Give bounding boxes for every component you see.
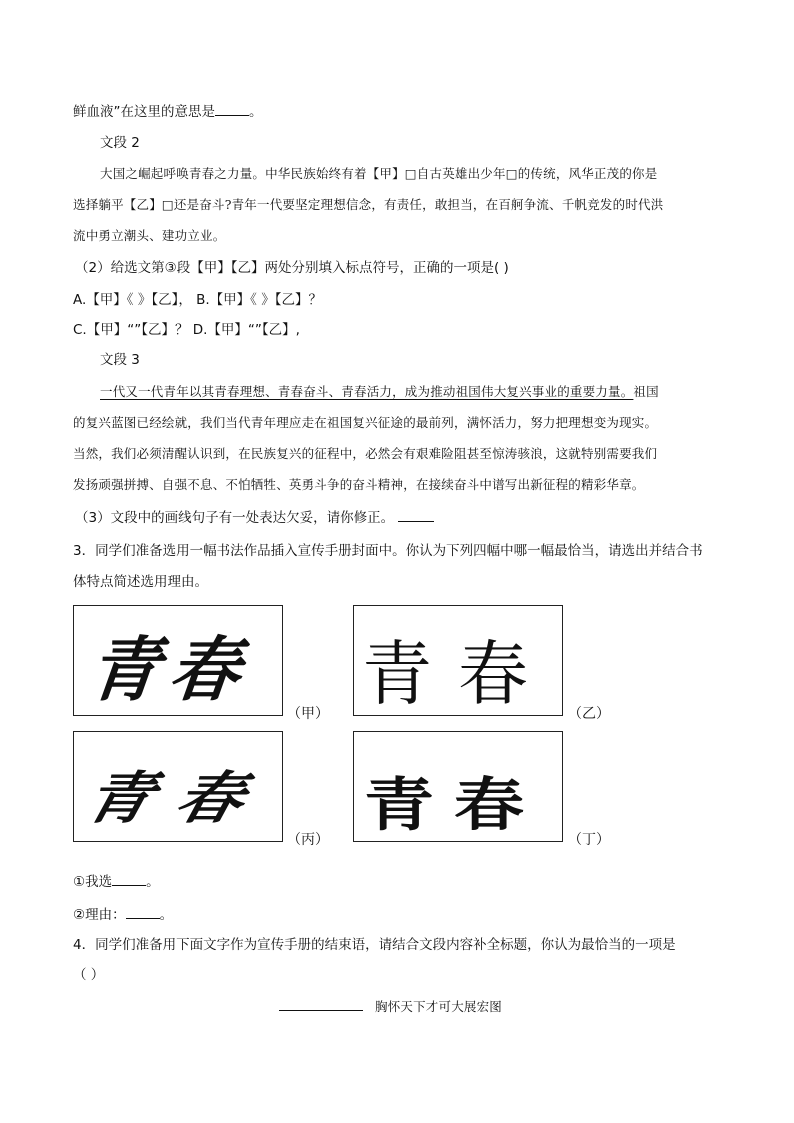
calligraphy-regular-script: 青春 xyxy=(362,633,554,715)
option-label: （丙） xyxy=(287,832,329,848)
answer-line xyxy=(73,905,173,925)
calligraphy-box-yi[interactable] xyxy=(353,605,563,716)
calligraphy-box-ding[interactable] xyxy=(353,731,563,842)
option-label: （甲） xyxy=(287,706,329,722)
paragraph-line: 当然，我们必须清醒认识到，在民族复兴的征程中，必然会有艰难险阻甚至惊涛骇浪，这就特别需要我们 xyxy=(73,446,658,461)
answer-blank[interactable] xyxy=(126,906,160,919)
calligraphy-running-script: 青春 xyxy=(85,628,254,711)
question-text: 体特点简述选用理由。 xyxy=(73,574,208,590)
text-fragment: 。 xyxy=(146,874,160,890)
answer-line xyxy=(73,872,160,892)
question-text xyxy=(75,508,434,528)
option-label: （乙） xyxy=(568,706,610,722)
calligraphy-box-bing[interactable] xyxy=(73,731,283,842)
calligraphy-cursive-script: 青春 xyxy=(78,765,276,832)
paragraph-line: 发扬顽强拼搏、自强不息、不怕牺牲、英勇斗争的奋斗精神，在接续奋斗中谱写出新征程的精彩华章。 xyxy=(73,477,645,492)
question-text: （ ） xyxy=(73,967,105,983)
question-text: 4．同学们准备用下面文字作为宣传手册的结束语，请结合文段内容补全标题，你认为最恰当的一项是 xyxy=(73,937,676,953)
question-text: （2）给选文第③段【甲】【乙】两处分别填入标点符号，正确的一项是( ) xyxy=(75,260,509,276)
title-blank[interactable] xyxy=(279,998,363,1011)
paragraph-line: 大国之崛起呼唤青春之力量。中华民族始终有着【甲】□自古英雄出少年□的传统，风华正茂的你是 xyxy=(100,166,658,181)
text-fragment: 鲜血液”在这里的意思是 xyxy=(73,104,215,120)
text-fragment: 胸怀天下才可大展宏图 xyxy=(375,999,503,1014)
closing-statement xyxy=(279,997,502,1017)
section-title: 文段 3 xyxy=(100,352,140,368)
paragraph-line: 选择躺平【乙】□还是奋斗?青年一代要坚定理想信念，有责任，敢担当，在百舸争流、千帆竞发的时代洪 xyxy=(73,197,664,212)
option-label: （丁） xyxy=(568,832,610,848)
paragraph-line: 的复兴蓝图已经绘就，我们当代青年理应走在祖国复兴征途的最前列，满怀活力，努力把理想变为现实。 xyxy=(73,415,658,430)
text-fragment: ②理由： xyxy=(73,907,126,923)
section-title: 文段 2 xyxy=(100,135,140,151)
text-fragment: ①我选 xyxy=(73,874,113,890)
underlined-sentence: 一代又一代青年以其青春理想、青春奋斗、青春活力，成为推动祖国伟大复兴事业的重要力量。 xyxy=(100,384,634,399)
answer-blank[interactable] xyxy=(112,873,146,886)
text-fragment: 祖国 xyxy=(633,384,659,399)
paragraph-line: 流中勇立潮头、建功立业。 xyxy=(73,228,226,243)
calligraphy-clerical-script: 青春 xyxy=(364,770,544,839)
answer-blank[interactable] xyxy=(215,103,249,116)
text-fragment: 。 xyxy=(249,104,263,120)
calligraphy-box-jia[interactable] xyxy=(73,605,283,716)
options-line: A.【甲】《 》【乙】， B.【甲】《 》【乙】？ xyxy=(73,292,322,308)
answer-blank[interactable] xyxy=(398,509,434,522)
text-line xyxy=(73,102,263,122)
text-fragment: 。 xyxy=(159,907,174,923)
question-text: 3．同学们准备选用一幅书法作品插入宣传手册封面中。你认为下列四幅中哪一幅最恰当，请选出并结合书 xyxy=(73,543,703,559)
text-fragment: （3）文段中的画线句子有一处表达欠妥，请你修正。 xyxy=(75,510,395,526)
options-line: C.【甲】“”【乙】？ D.【甲】“”【乙】, xyxy=(73,322,300,338)
paragraph-line xyxy=(100,382,659,402)
